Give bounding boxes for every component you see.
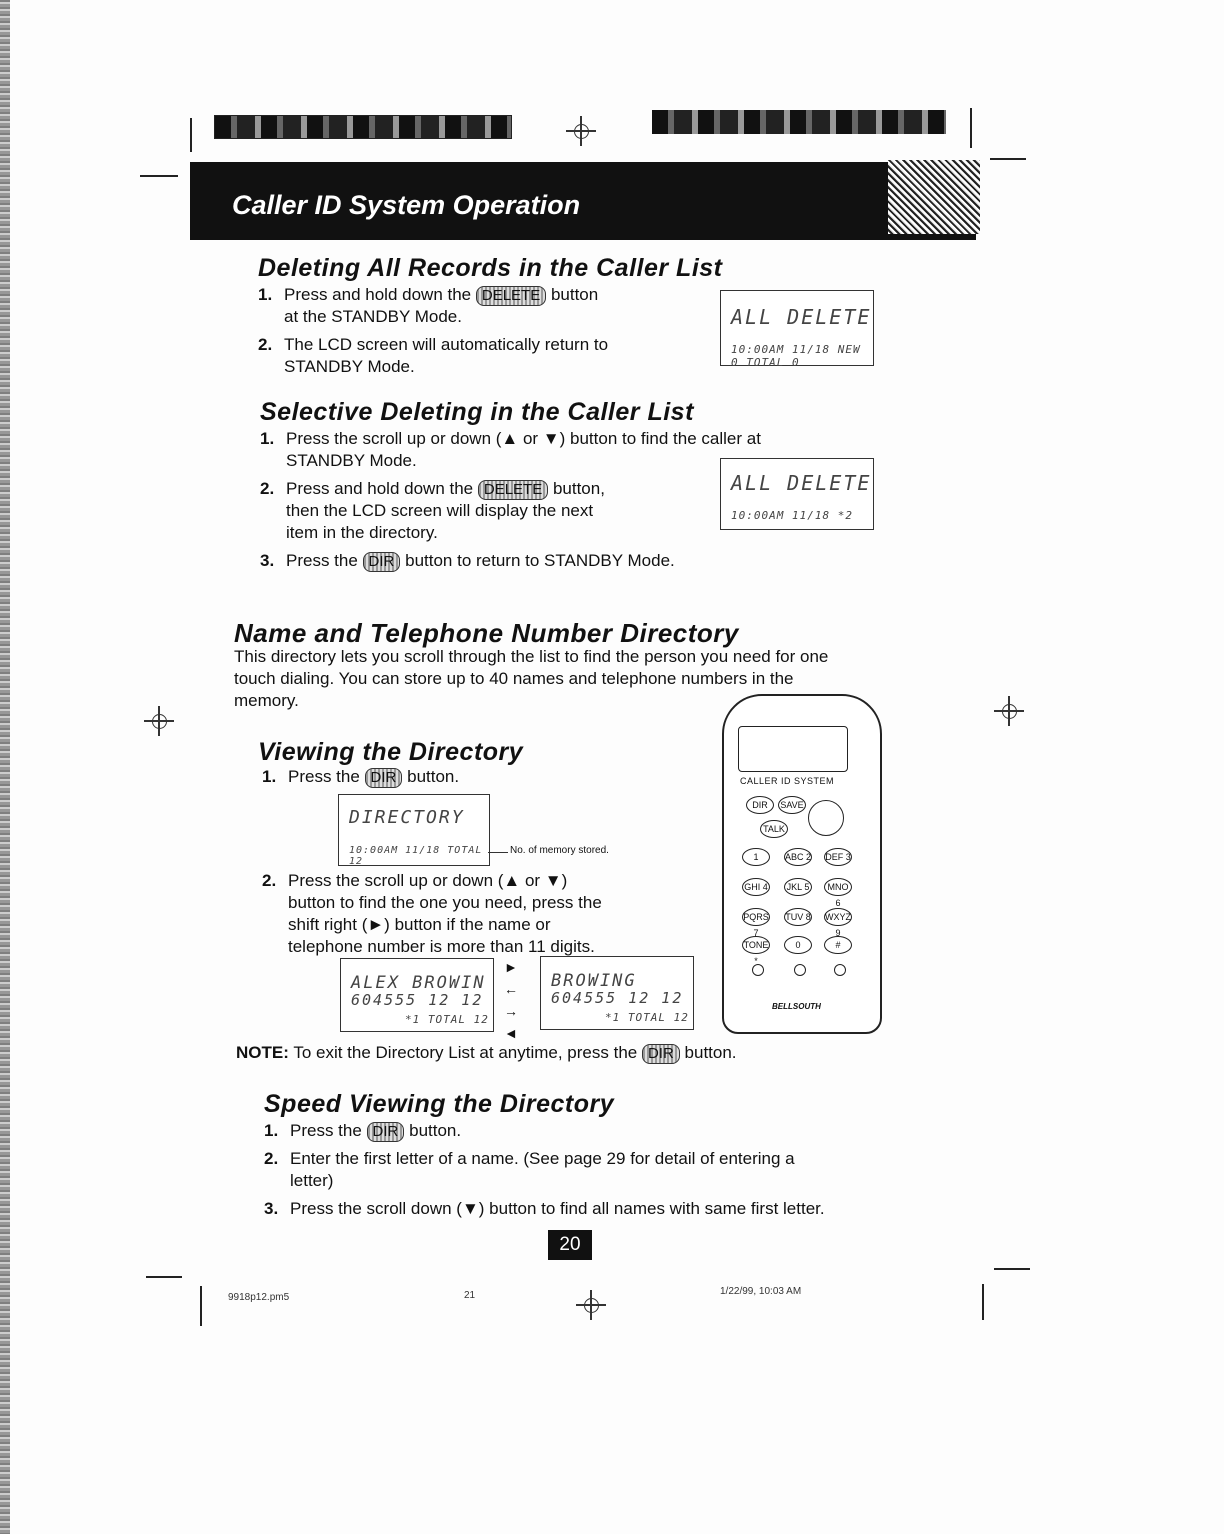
handset-key: TUV 8 — [784, 908, 812, 926]
banner-noise-pattern — [888, 160, 980, 234]
handset-key: # — [824, 936, 852, 954]
crop-mark — [982, 1284, 984, 1320]
step-number: 2. — [264, 1149, 279, 1168]
dir-key-icon: DIR — [367, 1122, 405, 1142]
nav-ring-icon — [808, 800, 844, 836]
step-text: button to return to STANDBY Mode. — [405, 551, 675, 570]
heading-viewing: Viewing the Directory — [258, 738, 524, 766]
crop-mark — [140, 175, 178, 177]
registration-crosshair-icon — [994, 696, 1024, 726]
step-number: 1. — [264, 1121, 279, 1140]
crop-mark — [190, 118, 192, 152]
step-number: 1. — [258, 285, 273, 304]
dir-key-icon: DIR — [363, 552, 401, 572]
step-text: shift right (►) button if the name or — [288, 915, 551, 934]
handset-logo: BELLSOUTH — [772, 1002, 821, 1011]
step-text: STANDBY Mode. — [286, 451, 417, 470]
handset-key: DEF 3 — [824, 848, 852, 866]
registration-crosshair-icon — [576, 1290, 606, 1320]
crop-mark — [970, 108, 972, 148]
heading-deleting-all: Deleting All Records in the Caller List — [258, 254, 723, 282]
arrow-right-icon: ► — [504, 959, 518, 975]
handset-key: PQRS 7 — [742, 908, 770, 926]
paragraph-line: touch dialing. You can store up to 40 names and telephone numbers in the — [234, 669, 794, 688]
step-text: letter) — [290, 1171, 334, 1190]
step-number: 3. — [264, 1199, 279, 1218]
lcd-text: DIRECTORY — [349, 807, 465, 828]
lcd-next-item — [720, 458, 874, 530]
handset-key: TONE * — [742, 936, 770, 954]
step-text: at the STANDBY Mode. — [284, 307, 462, 326]
lcd-name: ALEX BROWIN — [351, 973, 486, 993]
scan-edge — [0, 0, 10, 1534]
handset-key: ABC 2 — [784, 848, 812, 866]
step-1 — [264, 1120, 824, 1142]
registration-bar-right — [652, 110, 946, 134]
banner-title: Caller ID System Operation — [232, 190, 581, 220]
handset-key: 0 — [784, 936, 812, 954]
heading-selective-deleting: Selective Deleting in the Caller List — [260, 398, 694, 426]
step-text: Press the — [286, 551, 358, 570]
note — [236, 1042, 737, 1064]
step-text: Press and hold down the — [284, 285, 472, 304]
lcd-status: 10:00AM 11/18 TOTAL 12 — [349, 845, 483, 867]
step-text: button — [550, 285, 599, 304]
crop-mark — [994, 1268, 1030, 1270]
step-2 — [264, 1148, 904, 1192]
step-number: 2. — [260, 479, 275, 498]
lcd-number: 604555 12 12 — [351, 991, 484, 1009]
arrow-left-icon: ◄ — [504, 1025, 518, 1041]
note-label: NOTE: — [236, 1043, 289, 1062]
crop-mark — [146, 1276, 182, 1278]
dir-key-icon: DIR — [365, 768, 403, 788]
step-text: Press and hold down the — [286, 479, 474, 498]
step-text: item in the directory. — [286, 523, 438, 542]
step-2 — [260, 478, 700, 544]
lcd-name-view — [340, 958, 494, 1032]
step-text: button. — [409, 1121, 462, 1140]
step-3 — [264, 1198, 924, 1220]
step-text: Press the scroll up or down (▲ or ▼) — [288, 871, 568, 890]
handset-button-icon — [834, 964, 846, 976]
footer-sheet: 21 — [464, 1290, 476, 1301]
step-text: button to find the one you need, press the — [288, 893, 602, 912]
lcd-text: ALL DELETE — [731, 305, 872, 329]
step-number: 2. — [258, 335, 273, 354]
heading-speed-viewing: Speed Viewing the Directory — [264, 1090, 615, 1118]
handset-key: DIR — [746, 796, 774, 814]
step-text: Press the scroll up or down (▲ or ▼) button to find the caller at — [286, 429, 761, 448]
step-2 — [262, 870, 702, 958]
step-text: button, — [552, 479, 605, 498]
step-text: Enter the first letter of a name. (See page 29 for detail of entering a — [290, 1149, 795, 1168]
step-text: telephone number is more than 11 digits. — [288, 937, 595, 956]
step-number: 1. — [262, 767, 277, 786]
step-text: The LCD screen will automatically return to — [284, 335, 609, 354]
registration-bar-left — [214, 115, 512, 139]
arrow-right-icon: → — [504, 1003, 518, 1019]
step-3 — [260, 550, 820, 572]
lcd-text: ALL DELETE — [731, 471, 872, 495]
crop-mark — [990, 158, 1026, 160]
lcd-all-delete — [720, 290, 874, 369]
handset-key: GHI 4 — [742, 878, 770, 896]
step-text: Press the — [288, 767, 360, 786]
lcd-name: BROWING — [551, 971, 637, 991]
delete-key-icon: DELETE — [476, 286, 546, 306]
note-text: button. — [684, 1043, 737, 1062]
step-number: 2. — [262, 871, 277, 890]
lcd-status: *1 TOTAL 12 — [405, 1013, 489, 1026]
lcd-status: 10:00AM 11/18 NEW 0 TOTAL 0 — [731, 343, 861, 369]
handset-key: TALK — [760, 820, 788, 838]
callout-line — [488, 852, 508, 853]
crop-mark — [200, 1286, 202, 1326]
handset-key: SAVE — [778, 796, 806, 814]
paragraph-line: This directory lets you scroll through the list to find the person you need for one — [234, 647, 829, 666]
paragraph-line: memory. — [234, 691, 299, 710]
step-text: then the LCD screen will display the next — [286, 501, 594, 520]
heading-directory: Name and Telephone Number Directory — [234, 618, 739, 648]
registration-crosshair-icon — [144, 706, 174, 736]
handset-illustration — [722, 694, 882, 1034]
lcd-status: *1 TOTAL 12 — [605, 1011, 689, 1024]
delete-key-icon: DELETE — [478, 480, 548, 500]
page-number: 20 — [548, 1230, 592, 1260]
lcd-shifted-view — [540, 956, 694, 1030]
handset-button-icon — [752, 964, 764, 976]
lcd-number: 604555 12 12 — [551, 989, 684, 1007]
lcd-directory — [338, 794, 490, 866]
lcd-status: 10:00AM 11/18 *2 — [731, 509, 853, 522]
lcd-callout: No. of memory stored. — [510, 845, 609, 856]
registration-crosshair-icon — [566, 116, 596, 146]
handset-key: 1 — [742, 848, 770, 866]
handset-key: WXYZ 9 — [824, 908, 852, 926]
footer-date: 1/22/99, 10:03 AM — [720, 1286, 802, 1297]
handset-key: MNO 6 — [824, 878, 852, 896]
step-text: Press the scroll down (▼) button to find all names with same first letter. — [290, 1199, 825, 1218]
step-number: 1. — [260, 429, 275, 448]
step-number: 3. — [260, 551, 275, 570]
note-text: To exit the Directory List at anytime, press the — [293, 1043, 638, 1062]
handset-key: JKL 5 — [784, 878, 812, 896]
handset-screen — [738, 726, 848, 772]
shift-arrows — [504, 956, 518, 1044]
handset-button-icon — [794, 964, 806, 976]
arrow-left-icon: ← — [504, 981, 518, 997]
dir-key-icon: DIR — [642, 1044, 680, 1064]
handset-brand: CALLER ID SYSTEM — [740, 776, 835, 786]
footer-file: 9918p12.pm5 — [228, 1292, 290, 1303]
step-text: STANDBY Mode. — [284, 357, 415, 376]
step-text: Press the — [290, 1121, 362, 1140]
step-text: button. — [407, 767, 460, 786]
